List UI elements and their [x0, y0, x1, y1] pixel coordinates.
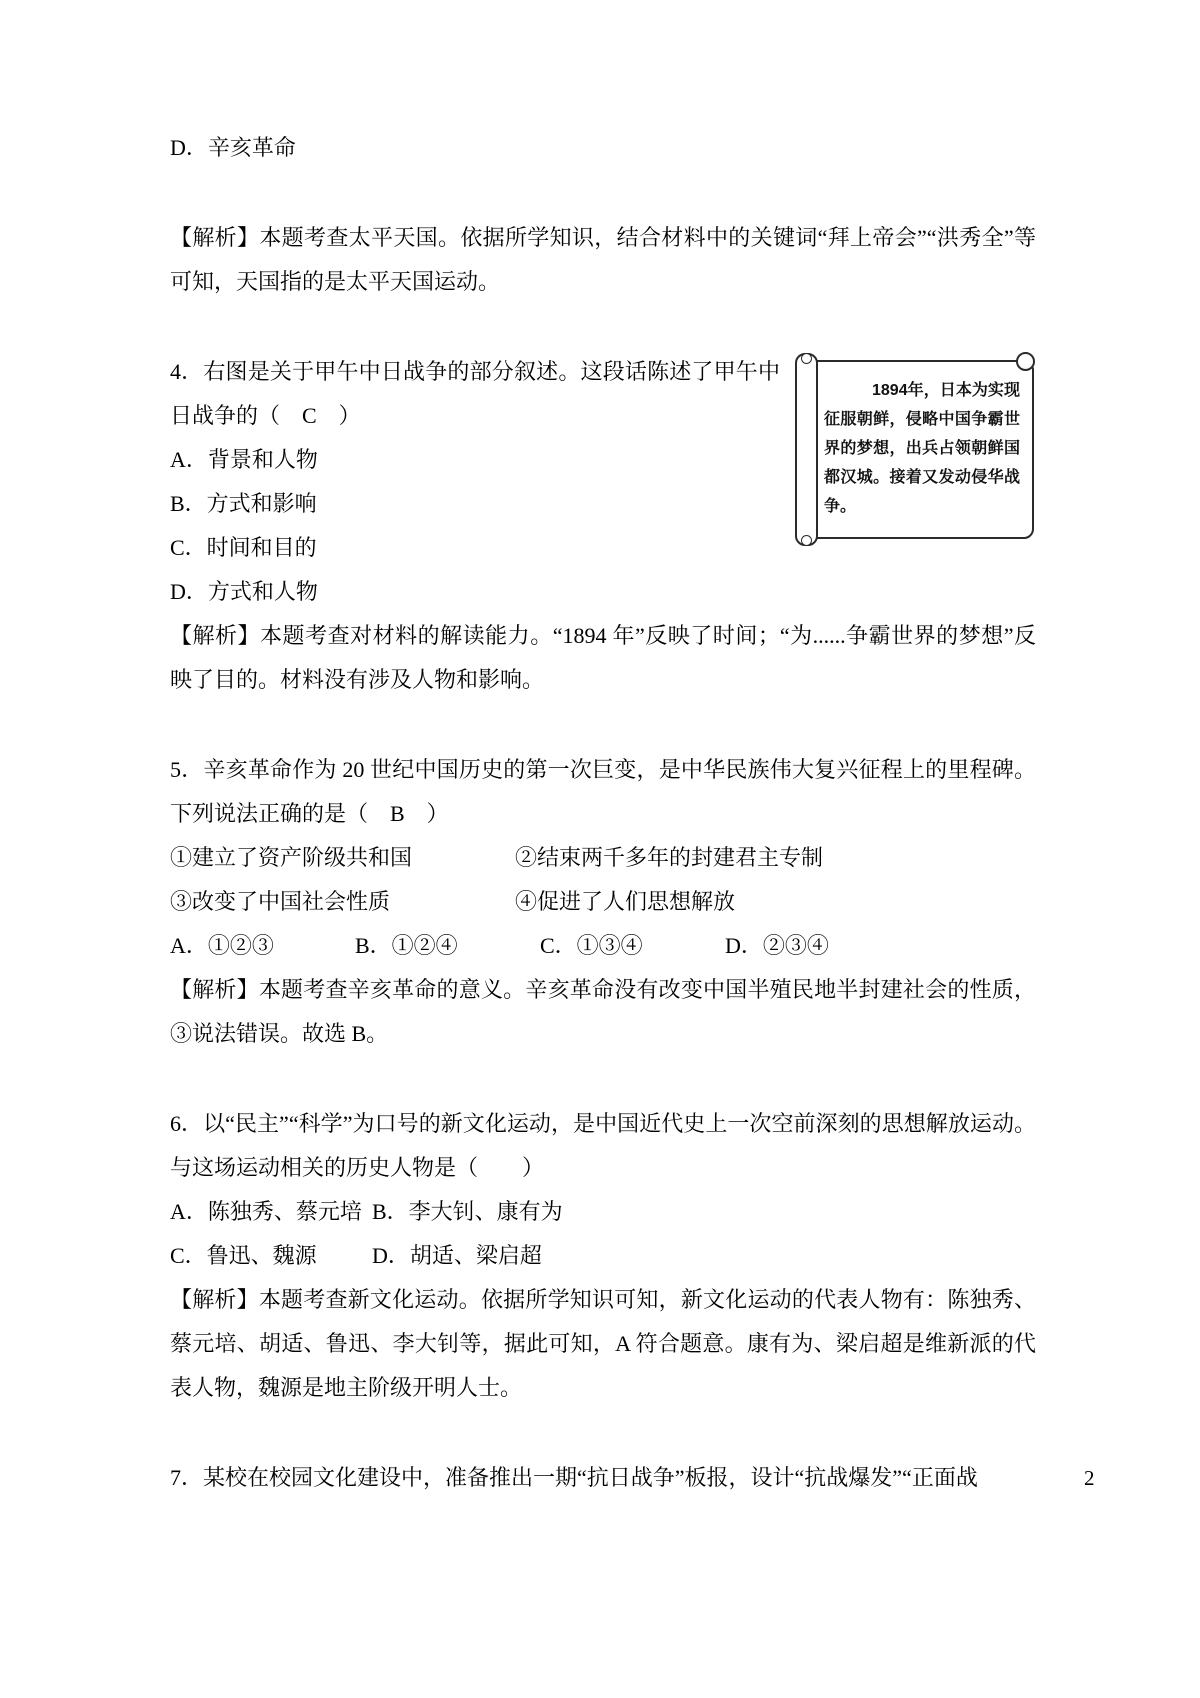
q5-stem: 5．辛亥革命作为 20 世纪中国历史的第一次巨变，是中华民族伟大复兴征程上的里程碑。下列说法正确的是（ B ） — [170, 757, 1036, 826]
q6-options-row2 — [170, 1234, 1036, 1278]
q4-option-b: B．方式和影响 — [170, 491, 317, 516]
q5-item-4: ④促进了人们思想解放 — [515, 889, 736, 914]
q6-stem: 6．以“民主”“科学”为口号的新文化运动，是中国近代史上一次空前深刻的思想解放运动。与这场运动相关的历史人物是（ ） — [170, 1111, 1036, 1180]
q5-item-1: ①建立了资产阶级共和国 — [170, 845, 413, 870]
scroll-roll-corner-icon — [1016, 352, 1035, 371]
q5-item-3: ③改变了中国社会性质 — [170, 889, 391, 914]
q7-stem: 7．某校在校园文化建设中，准备推出一期“抗日战争”板报，设计“抗战爆发”“正面战 — [170, 1465, 978, 1490]
q6-option-b: B．李大钊、康有为 — [372, 1199, 563, 1224]
q6-option-d: D．胡适、梁启超 — [372, 1243, 542, 1268]
q5-item-2: ②结束两千多年的封建君主专制 — [515, 845, 824, 870]
q4-analysis: 【解析】本题考查对材料的解读能力。“1894 年”反映了时间；“为......争霸世界的梦想”反映了目的。材料没有涉及人物和影响。 — [170, 623, 1036, 692]
q6-option-a: A．陈独秀、蔡元培 — [170, 1199, 362, 1224]
question-7 — [170, 1456, 1036, 1500]
q5-options-row — [170, 924, 1036, 968]
q5-option-d: D．②③④ — [725, 933, 829, 958]
q6-options-row1 — [170, 1190, 1036, 1234]
question-6 — [170, 1102, 1036, 1410]
q5-items-row1 — [170, 836, 1036, 880]
scroll-image — [806, 360, 1034, 539]
q5-option-c: C．①③④ — [540, 933, 643, 958]
q5-option-a: A．①②③ — [170, 933, 274, 958]
q4-stem: 4．右图是关于甲午中日战争的部分叙述。这段话陈述了甲午中日战争的（ C ） — [170, 359, 780, 428]
q4-option-c: C．时间和目的 — [170, 535, 317, 560]
scroll-text: 1894年，日本为实现征服朝鲜，侵略中国争霸世界的梦想，出兵占领朝鲜国都汉城。接着又发动侵华战争。 — [824, 382, 1020, 515]
q4-option-d: D．方式和人物 — [170, 579, 318, 604]
q3-option-d: D．辛亥革命 — [170, 135, 296, 160]
q6-analysis: 【解析】本题考查新文化运动。依据所学知识可知，新文化运动的代表人物有：陈独秀、蔡元培、胡适、鲁迅、李大钊等，据此可知，A 符合题意。康有为、梁启超是维新派的代表人物，魏源是地主阶级开明人士。 — [170, 1287, 1036, 1400]
q4-option-a: A．背景和人物 — [170, 447, 318, 472]
page-number: 2 — [1084, 1466, 1095, 1490]
scroll-roll-left-icon — [795, 353, 818, 546]
q5-option-b: B．①②④ — [355, 933, 458, 958]
question-4 — [170, 350, 1036, 702]
q6-option-c: C．鲁迅、魏源 — [170, 1243, 317, 1268]
question-5 — [170, 748, 1036, 1056]
q5-analysis: 【解析】本题考查辛亥革命的意义。辛亥革命没有改变中国半殖民地半封建社会的性质，③说法错误。故选 B。 — [170, 977, 1036, 1046]
q5-items-row2 — [170, 880, 1036, 924]
page-content — [170, 126, 1036, 1500]
q3-analysis: 【解析】本题考查太平天国。依据所学知识，结合材料中的关键词“拜上帝会”“洪秀全”等可知，天国指的是太平天国运动。 — [170, 225, 1036, 294]
